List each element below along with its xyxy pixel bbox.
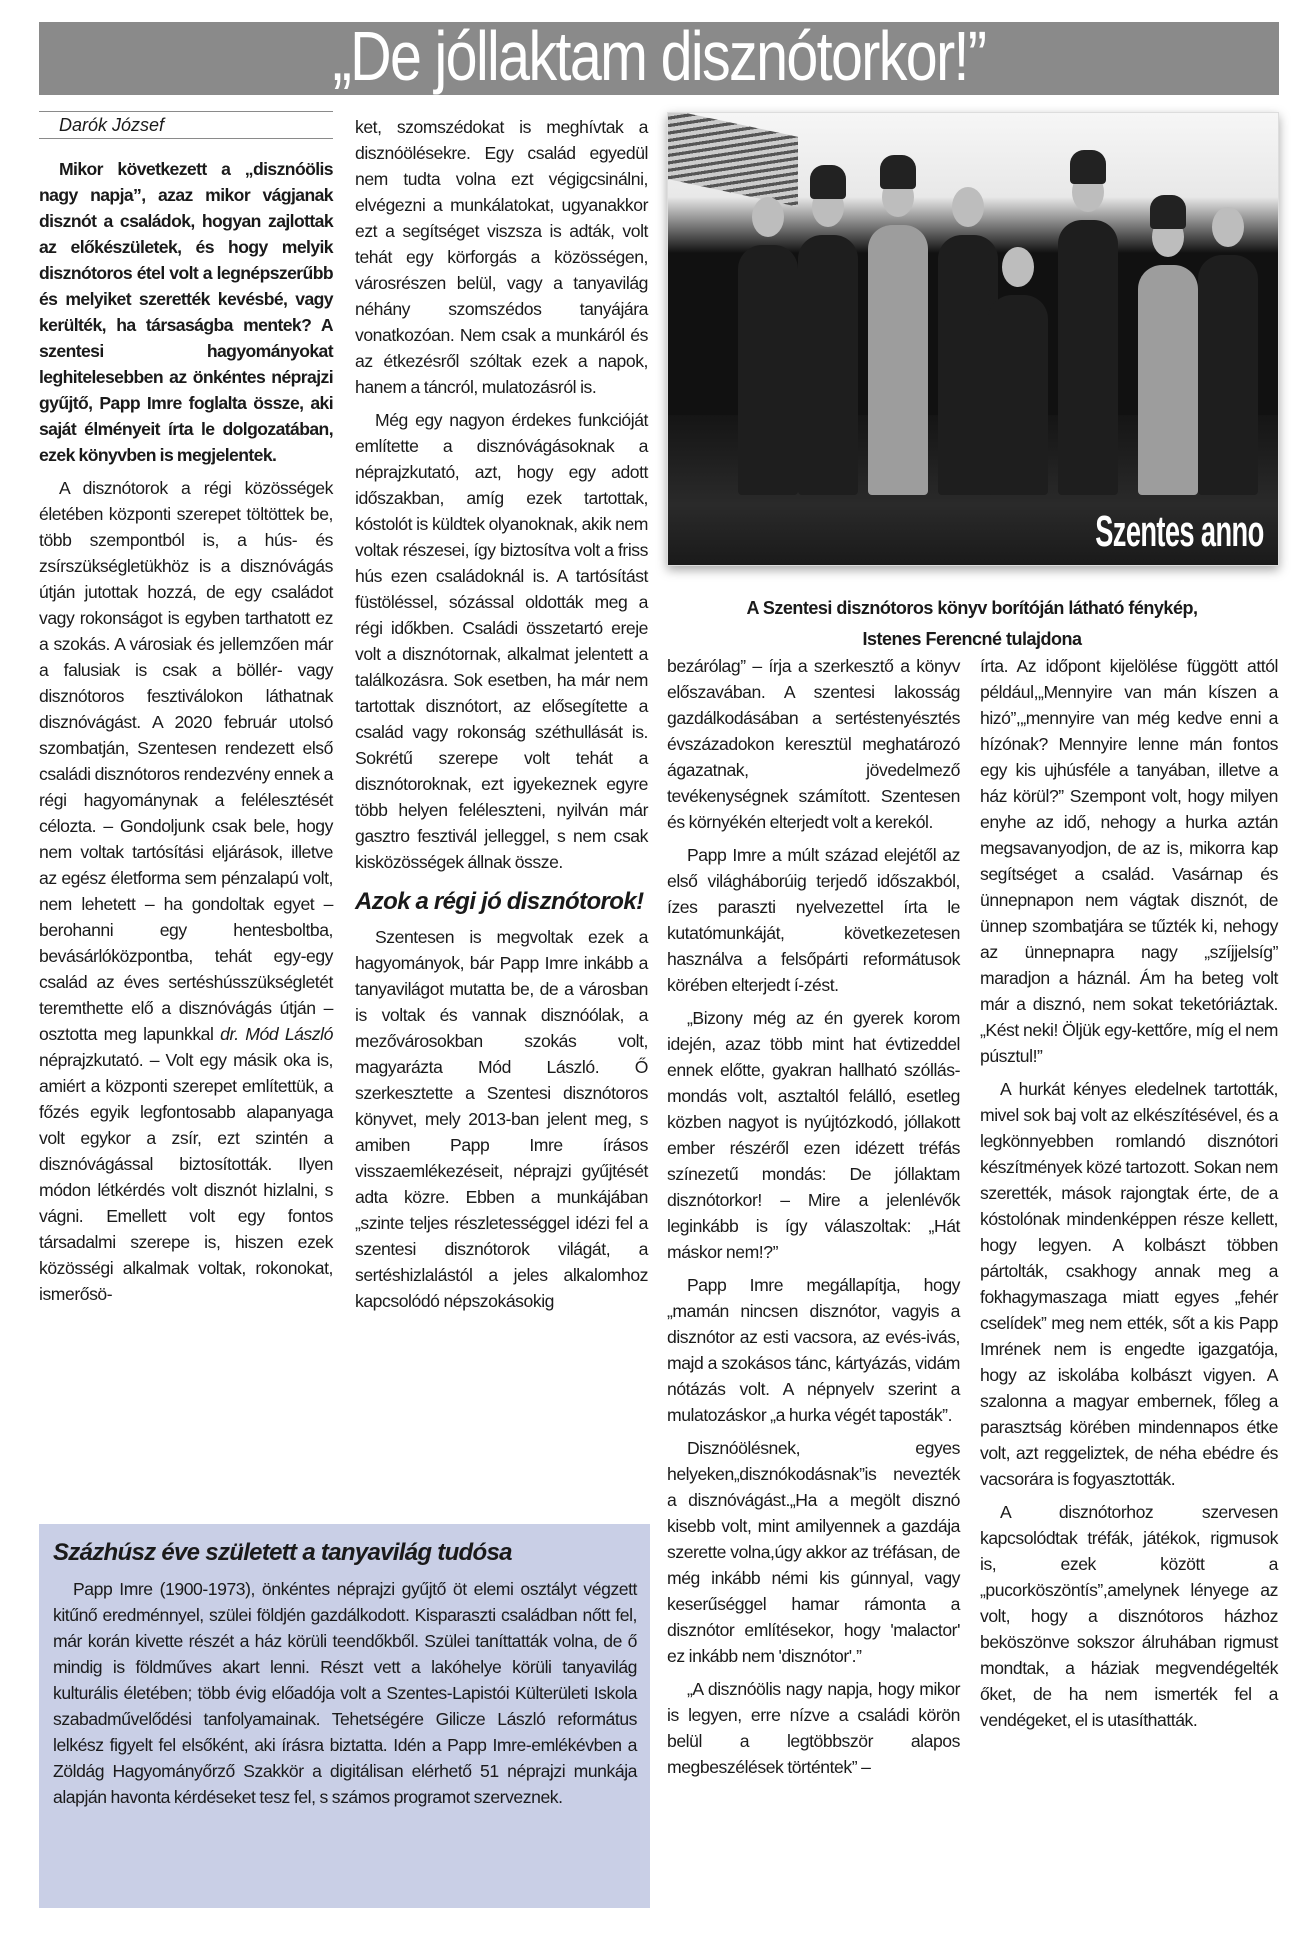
body-paragraph: Szentesen is megvoltak ezek a hagyományok, bár Papp Imre inkább a tanyavilágot mutatta be, de a városban is voltak és vannak disznóólak, a mezővárosokban szokás volt, magyarázta Mód László. Ő szerkesztette a Szentesi disznótoros könyvet, mely 2013-ban jelent meg, s amiben Papp Imre írásos visszaemlékezéseit, néprajzi gyűjtését adta közre. Ebben a munkájában „szinte teljes részletességgel idézi fel a szentesi disznótorok világát, a sertéshizlalástól a jeles alkalomhoz kapcsolódó népszokásokig [355, 927, 648, 1311]
body-paragraph: Papp Imre a múlt század elejétől az első világháborúig terjedő időszakból, ízes paraszti nyelvezettel írta le kutatómunkáját, következetesen használva a felsőpárti reformátusok körében elterjedt í-zést. [667, 845, 960, 995]
subheading: Azok a régi jó disznótorok! [355, 888, 644, 915]
column-1 [39, 156, 333, 1314]
body-paragraph: ket, szomszédokat is meghívtak a disznóölésekre. Egy család egyedül nem tudta volna ezt végigcsinálni, elvégezni a munkálatokat, ugyanakkor ezt a segítséget viszsza is adták, volt tehát egy körforgás a közösségen, városrészen belül, vagy a tanyavilág néhány szomszédos tanyájára vonatkozóan. Nem csak a munkáról és az étkezésről szóltak ezek a napok, hanem a táncról, mulatozásról is. [355, 117, 648, 397]
body-paragraph: Papp Imre megállapítja, hogy „mamán nincsen disznótor, vagyis a disznótor az esti vacsora, az evés-ivás, majd a szokásos tánc, kártyázás, vidám nótázás volt. A népnyelv szerint a mulatozáskor „a hurka végét taposták”. [667, 1275, 960, 1425]
body-paragraph: Még egy nagyon érdekes funkcióját említette a disznóvágásoknak a néprajzkutató, azt, hogy egy adott időszakban, amíg ezek tartottak, kóstolót is küldtek olyanoknak, akik nem voltak részesei, így biztosítva volt a friss hús ezen családoknál is. A tartósítást füstöléssel, sózással oldották meg a régi időkben. Családi összetartó ereje volt a disznótornak, alkalmat jelentett a találkozásra. Sok esetben, ha már nem tartottak disznótort, az elősegítette a család vagy rokonság széthullását is. Sokrétű szerepe volt tehát a disznótoroknak, ezt igyekeznek egyre több helyen feléleszteni, nyilván már gasztro fesztivál jelleggel, s nem csak kisközösségek állnak össze. [355, 410, 648, 872]
article-photo [667, 112, 1279, 566]
sidebar-body [53, 1576, 637, 1810]
photo-stamp: Szentes anno [1095, 507, 1264, 556]
author-name: Darók József [59, 115, 165, 135]
sidebar-paragraph: Papp Imre (1900-1973), önkéntes néprajzi gyűjtő öt elemi osztályt végzett kitűnő eredménnyel, szülei földjén gazdálkodott. Kisparaszti családban nőtt fel, már korán kivette részét a ház körüli teendőkből. Szülei taníttatták volna, de ő mindig is földműves akart lenni. Részt vett a lakóhelye körüli tanyavilág kulturális életében; több évig előadója volt a Szentes-Lapistói Külterületi Iskola szabadművelődési tanfolyamainak. Tehetségére Gilicze László református lelkész figyelt fel elsőként, aki írásra biztatta. Idén a Papp Imre-emlékévben a Zöldág Hagyományőrző Szakkör a digitálisan elérhető 51 néprajzi munkája alapján havonta kérdéseket tesz fel, s számos programot szerveznek. [53, 1579, 637, 1807]
headline: „De jóllaktam disznótorkor!” [332, 17, 986, 95]
paragraph-text: néprajzkutató. – Volt egy másik oka is, amiért a központi szerepet említettük, a főzés egyik legfontosabb alapanyaga volt egykor a zsír, ezt szintén a disznóvágással biztosították. Ilyen módon létkérdés volt disznót hizlalni, s vágni. Emellett volt egy fontos társadalmi szerepe is, hiszen ezek közösségi alkalmak voltak, rokonokat, ismerősö- [39, 1050, 333, 1304]
photo-figure [988, 295, 1048, 495]
body-paragraph: Disznóölésnek, egyes helyeken„disznókodásnak”is nevezték a disznóvágást.„Ha a megölt disznó kisebb volt, mint amilyennek a gazdája szerette volna,úgy akkor az tréfásan, de még inkább némi kis gúnnyal, vagy keserűséggel hamar rámonta a disznótor említésekor, hogy 'malactor' ez inkább nem 'disznótor'.” [667, 1438, 960, 1666]
photo-figure [738, 245, 798, 495]
person-name: dr. Mód László [220, 1024, 333, 1044]
column-4 [980, 653, 1278, 1740]
photo-figure [798, 235, 858, 495]
body-paragraph: „Bizony még az én gyerek korom idején, azaz több mint hat évtizeddel ennek előtte, gyakran hallható szóllás-mondás volt, asztaltól felálló, esetleg közben nagyot is nyújtózkodó, jóllakott ember részéről ezen idézett tréfás színezetű mondás: De jóllaktam disznótorkor! – Mire a jelenlévők leginkább is így válaszoltak: „Hát máskor nem!?” [667, 1008, 960, 1262]
lead-paragraph: Mikor következett a „disznóölis nagy napja”, azaz mikor vágjanak disznót a családok, hogyan zajlottak az előkészületek, és hogy melyik disznótoros étel volt a legnépszerűbb és melyiket szerették kevésbé, vagy kerülték, ha társaságba mentek? A szentesi hagyományokat leghitelesebben az önkéntes néprajzi gyűjtő, Papp Imre foglalta össze, aki saját élményeit írta le dolgozatában, ezek könyvben is megjelentek. [39, 159, 333, 465]
body-paragraph: A disznótorhoz szervesen kapcsolódtak tréfák, játékok, rigmusok is, ezek között a „pucorköszöntís”,amelynek lényege az volt, hogy a disznótoros házhoz beköszönve sokszor álruhában rigmust mondtak, a háziak megvendégelték őket, de ha nem ismerték fel a vendégeket, el is utasíthatták. [980, 1502, 1278, 1730]
photo-figure [1058, 220, 1118, 495]
paragraph-text: A disznótorok a régi közösségek életében központi szerepet töltöttek be, több szempontból is, a hús- és zsírszükségletükhöz is a disznóvágás útján jutottak hozzá, de egy családot vagy rokonságot is egyben tarthatott ez a szokás. A városiak és jellemzően már a falusiak is csak a böllér- vagy disznótoros fesztiválokon láthatnak disznóvágást. A 2020 február utolsó szombatján, Szentesen rendezett első családi disznótoros rendezvény ennek a régi hagyománynak a felélesztését célozta. – Gondoljunk csak bele, hogy nem voltak tartósítási eljárások, illetve az egész életforma sem pénzalapú volt, nem lehetett – ha gondoltak egyet – berohanni egy hentesboltba, bevásárlóközpontba, tehát egy-egy család az éves sertéshússzükségletét teremthette elő a disznóvágás útján – osztotta meg lapunkkal [39, 478, 333, 1044]
caption-line: A Szentesi disznótoros könyv borítóján látható fénykép, [746, 598, 1198, 618]
photo-figure [1138, 265, 1198, 495]
headline-bar [39, 17, 1279, 95]
body-paragraph: „A disznóölis nagy napja, hogy mikor is legyen, erre nízve a családi körön belül a legtöbbször alapos megbeszélések történtek” – [667, 1679, 960, 1777]
byline [39, 111, 333, 139]
sidebar-box [39, 1524, 650, 1908]
caption-line: Istenes Ferencné tulajdona [862, 629, 1082, 649]
photo-figure [868, 225, 928, 495]
column-2 [355, 114, 648, 1321]
body-paragraph: bezárólag” – írja a szerkesztő a könyv előszavában. A szentesi lakosság gazdálkodásában a sertéstenyésztés évszázadokon keresztül meghatározó ágazatnak, jövedelmező tevékenységnek számított. Szentesen és környékén elterjedt volt a kerekól. [667, 656, 960, 832]
body-paragraph: A hurkát kényes eledelnek tartották, mivel sok baj volt az elkészítésével, és a legkönnyebben romlandó disznótori készítmények közé tartozott. Sokan nem szerették, mások rajongtak érte, de a kóstolónak mindenképpen része kellett, hogy legyen. A kolbászt többen pártolták, csakhogy annak meg a fokhagymaszaga miatt egyes „fehér cselídek” meg nem ették, sőt a kis Papp Imrének nem is engedte igazgatója, hogy az iskolába kolbászt vigyen. A szalonna a magyar embernek, főleg a parasztság körében mindennapos étke volt, azt reggeliztek, de néha ebédre és vacsorára is fogyasztották. [980, 1079, 1278, 1489]
photo-caption [667, 593, 1277, 655]
column-3 [667, 653, 960, 1787]
body-paragraph: írta. Az időpont kijelölése függött attól például,„Mennyire van mán kíszen a hizó”,„mennyire van még kedve enni a hízónak? Mennyire lenne mán fontos egy kis ujhúsféle a tanyában, illetve a ház körül?” Szempont volt, hogy milyen enyhe az idő, nehogy a hurka aztán megsavanyodjon, de az is, mikorra kap segítséget a család. Vasárnap és ünnepnapon nem vágtak disznót, de ünnep szombatjára se tűzték ki, nehogy az ünnepnapra nagy „szíjjelsíg” maradjon a háznál. Ám ha beteg volt már a disznó, nem sokat teketóriáztak. „Kést neki! Öljük egy-kettőre, míg el nem púsztul!” [980, 656, 1278, 1066]
photo-figure [1198, 255, 1258, 495]
body-paragraph [39, 475, 333, 1307]
sidebar-title: Százhúsz éve született a tanyavilág tudósa [53, 1539, 512, 1566]
